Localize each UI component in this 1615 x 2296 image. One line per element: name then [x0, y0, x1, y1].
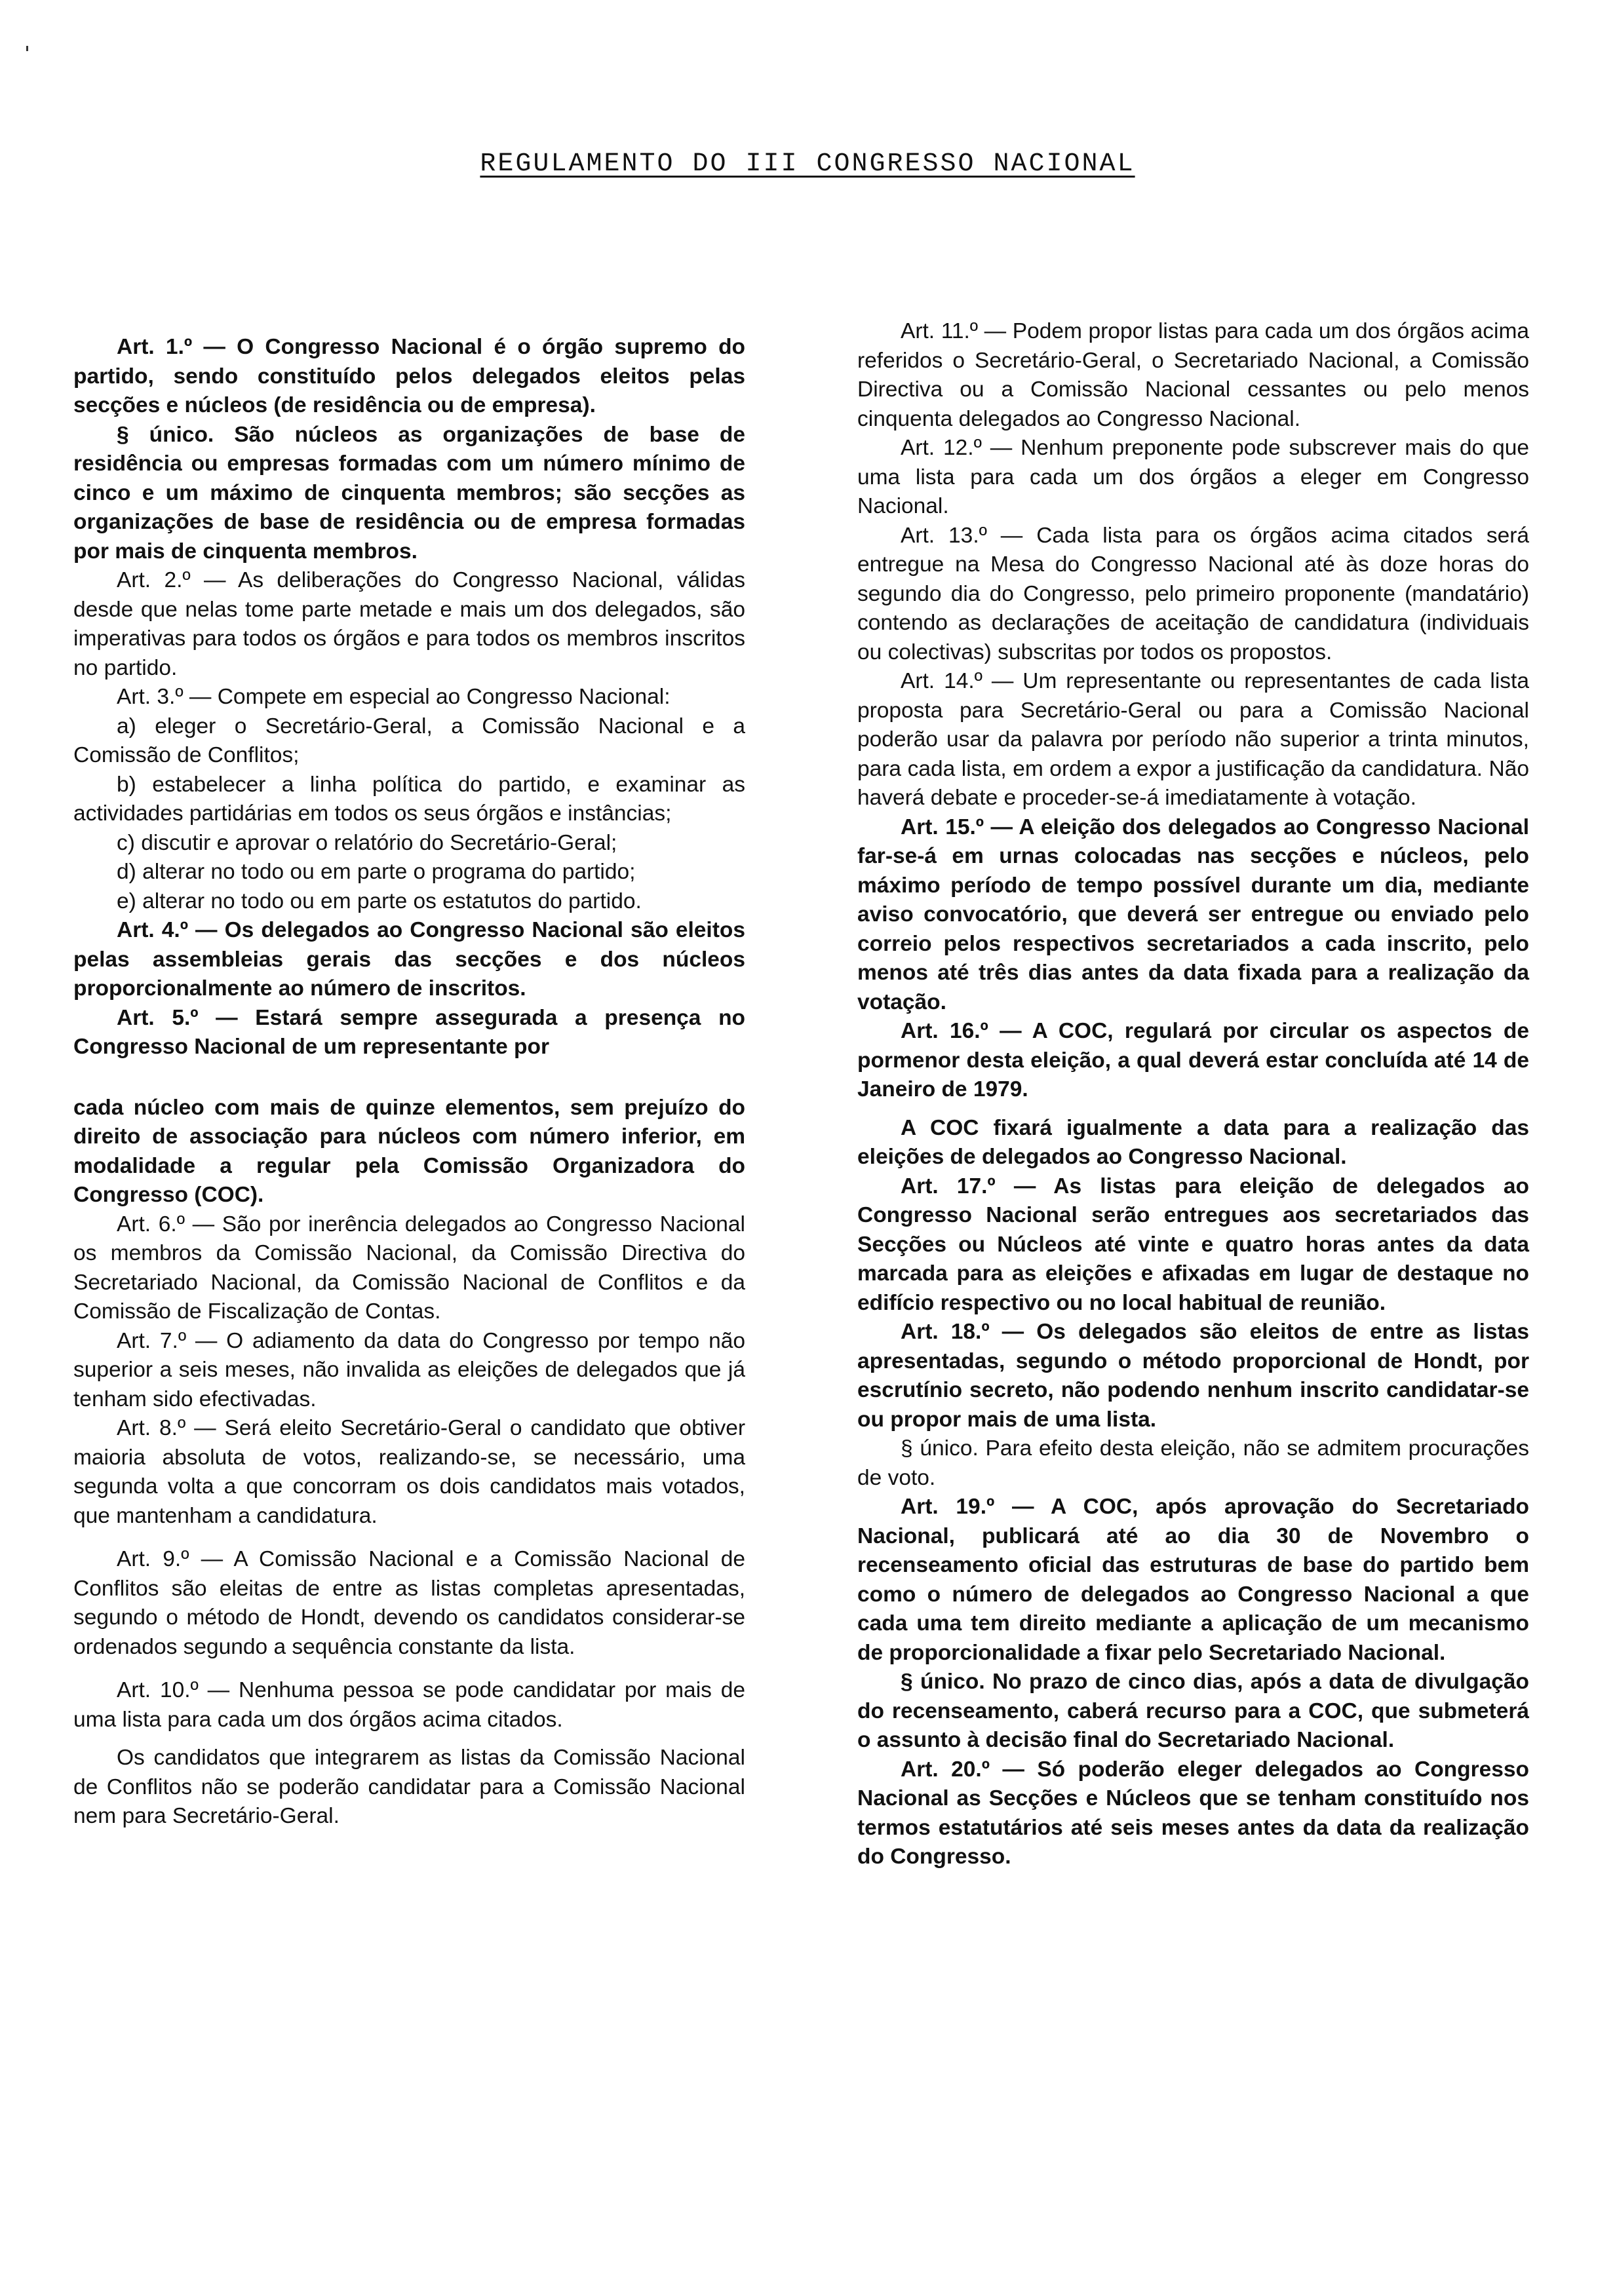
article-5-continued: cada núcleo com mais de quinze elementos, sem prejuízo do direito de associação para núcleos com número inferior, em modalidade a regular pela Comissão Organizadora do Congresso (COC).: [73, 1095, 745, 1207]
article-7: Art. 7.º — O adiamento da data do Congresso por tempo não superior a seis meses, não invalida as eleições de delegados que já tenham sido efectivadas.: [73, 1328, 745, 1411]
article-17: Art. 17.º — As listas para eleição de delegados ao Congresso Nacional serão entregues aos secretariados das Secções ou Núcleos até vinte e quatro horas antes da data marcada para as eleições e afixadas em lugar de destaque no edifício respectivo ou no local habitual de reunião.: [857, 1174, 1529, 1315]
article-20: Art. 20.º — Só poderão eleger delegados ao Congresso Nacional as Secções e Núcleos que se tenham constituído nos termos estatutários até seis meses antes da data da realização do Congresso.: [857, 1757, 1529, 1869]
article-5: Art. 5.º — Estará sempre assegurada a presença no Congresso Nacional de um representante por: [73, 1005, 745, 1059]
scan-mark: [26, 46, 28, 51]
article-10-paragraph: Os candidatos que integrarem as listas da Comissão Nacional de Conflitos não se poderão candidatar para a Comissão Nacional nem para Secretário-Geral.: [73, 1746, 745, 1828]
article-14: Art. 14.º — Um representante ou representantes de cada lista proposta para Secretário-Geral ou para a Comissão Nacional poderão usar da palavra por período não superior a trinta minutos, para cada lista, em ordem a expor a justificação da candidatura. Não haverá debate e proceder-se-á imediatamente à votação.: [857, 669, 1529, 810]
article-9: Art. 9.º — A Comissão Nacional e a Comissão Nacional de Conflitos são eleitas de entre as listas completas apresentadas, segundo o método de Hondt, devendo os candidatos considerar-se ordenados segundo a sequência constante da lista.: [73, 1547, 745, 1659]
article-3: Art. 3.º — Compete em especial ao Congresso Nacional:: [117, 685, 671, 709]
article-1-paragraph: § único. São núcleos as organizações de base de residência ou empresas formadas com um número mínimo de cinco e um máximo de cinquenta membros; são secções as organizações de base de residência ou de empresa formadas por mais de cinquenta membros.: [73, 422, 745, 564]
article-1: Art. 1.º — O Congresso Nacional é o órgão supremo do partido, sendo constituído pelos delegados eleitos pelas secções e núcleos (de residência ou de empresa).: [73, 335, 745, 417]
article-3-item-b: b) estabelecer a linha política do partido, e examinar as actividades partidárias em todos os seus órgãos e instâncias;: [73, 772, 745, 826]
article-6: Art. 6.º — São por inerência delegados ao Congresso Nacional os membros da Comissão Nacional, da Comissão Directiva do Secretariado Nacional, da Comissão Nacional de Conflitos e da Comissão de Fiscalização de Contas.: [73, 1212, 745, 1324]
page-title: [0, 149, 1615, 179]
article-19: Art. 19.º — A COC, após aprovação do Secretariado Nacional, publicará até ao dia 30 de Novembro o recenseamento oficial das estruturas de base do partido bem como o número de delegados ao Congresso Nacional a que cada uma tem direito mediante a aplicação de um mecanismo de proporcionalidade a fixar pelo Secretariado Nacional.: [857, 1495, 1529, 1665]
article-16-paragraph: A COC fixará igualmente a data para a realização das eleições de delegados ao Congresso Nacional.: [857, 1115, 1529, 1169]
article-2: Art. 2.º — As deliberações do Congresso Nacional, válidas desde que nelas tome parte metade e mais um dos delegados, são imperativas para todos os órgãos e para todos os membros inscritos no partido.: [73, 568, 745, 680]
article-15: Art. 15.º — A eleição dos delegados ao Congresso Nacional far-se-á em urnas colocadas nas secções e núcleos, pelo máximo período de tempo possível durante um dia, mediante aviso convocatório, que deverá ser entregue ou enviado pelo correio pelos respectivos secretariados a cada inscrito, pelo menos até três dias antes da data fixada para a realização da votação.: [857, 814, 1529, 1014]
page-title-text: REGULAMENTO DO III CONGRESSO NACIONAL: [480, 149, 1135, 179]
article-16: Art. 16.º — A COC, regulará por circular os aspectos de pormenor desta eleição, a qual deverá estar concluída até 14 de Janeiro de 1979.: [857, 1019, 1529, 1101]
article-3-item-c: c) discutir e aprovar o relatório do Secretário-Geral;: [117, 830, 617, 855]
article-19-paragraph: § único. No prazo de cinco dias, após a data de divulgação do recenseamento, caberá recurso para a COC, que submeterá o assunto à decisão final do Secretariado Nacional.: [857, 1670, 1529, 1752]
article-3-item-e: e) alterar no todo ou em parte os estatutos do partido.: [117, 889, 642, 913]
article-18: Art. 18.º — Os delegados são eleitos de entre as listas apresentadas, segundo o método proporcional de Hondt, por escrutínio secreto, não podendo nenhum inscrito candidatar-se ou propor mais de uma lista.: [857, 1320, 1529, 1432]
article-13: Art. 13.º — Cada lista para os órgãos acima citados será entregue na Mesa do Congresso Nacional até às doze horas do segundo dia do Congresso, pelo primeiro proponente (mandatário) contendo as declarações de aceitação de candidatura (individuais ou colectivas) subscritas por todos os propostos.: [857, 523, 1529, 664]
right-column: [857, 317, 1529, 1872]
article-4: Art. 4.º — Os delegados ao Congresso Nacional são eleitos pelas assembleias gerais das secções e dos núcleos proporcionalmente ao número de inscritos.: [73, 918, 745, 1001]
article-3-item-a: a) eleger o Secretário-Geral, a Comissão Nacional e a Comissão de Conflitos;: [73, 714, 745, 767]
article-12: Art. 12.º — Nenhum preponente pode subscrever mais do que uma lista para cada um dos órgãos a eleger em Congresso Nacional.: [857, 436, 1529, 518]
article-11: Art. 11.º — Podem propor listas para cada um dos órgãos acima referidos o Secretário-Geral, o Secretariado Nacional, a Comissão Directiva ou a Comissão Nacional cessantes ou pelo menos cinquenta delegados ao Congresso Nacional.: [857, 319, 1529, 431]
article-10: Art. 10.º — Nenhuma pessoa se pode candidatar por mais de uma lista para cada um dos órgãos acima citados.: [73, 1678, 745, 1732]
article-8: Art. 8.º — Será eleito Secretário-Geral o candidato que obtiver maioria absoluta de votos, realizando-se, se necessário, uma segunda volta a que concorram os dois candidatos mais votados, que mantenham a candidatura.: [73, 1416, 745, 1528]
article-18-paragraph: § único. Para efeito desta eleição, não se admitem procurações de voto.: [857, 1436, 1529, 1490]
article-3-item-d: d) alterar no todo ou em parte o programa do partido;: [117, 860, 636, 884]
left-column: [73, 333, 745, 1831]
